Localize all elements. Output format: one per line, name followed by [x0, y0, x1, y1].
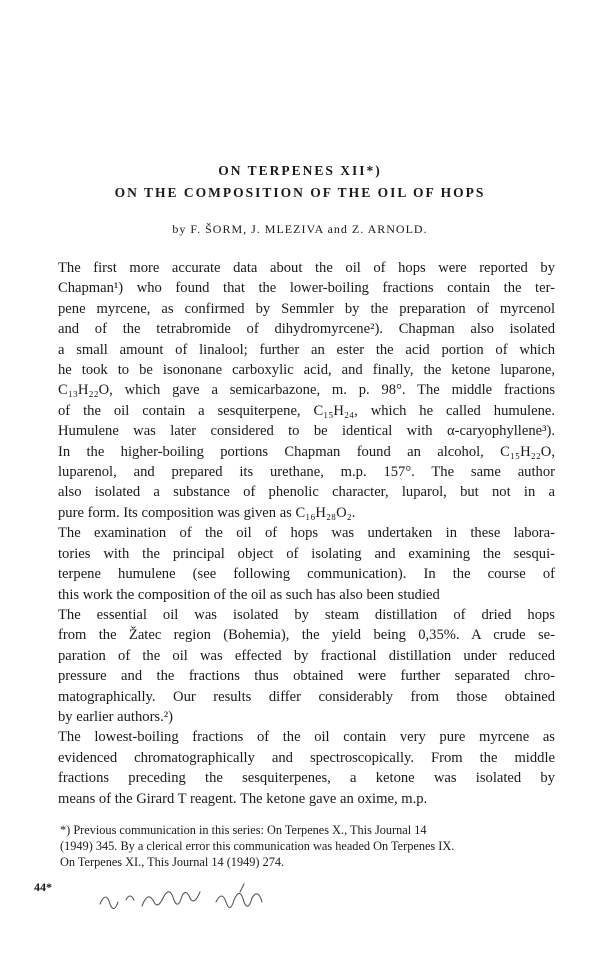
text-line: a small amount of linalool; further an ester the acid portion of which	[58, 341, 555, 358]
text-line: The first more accurate data about the oil of hops were reported by	[58, 260, 555, 276]
page-folio: 44*	[34, 880, 52, 894]
text-line: Chapman¹) who found that the lower-boiling fractions contain the ter-	[58, 280, 555, 297]
authors-line: by F. ŠORM, J. MLEZIVA and Z. ARNOLD.	[172, 222, 428, 236]
text-line: luparenol, and prepared its urethane, m.p. 157°. The same author	[58, 464, 555, 481]
paragraph	[58, 523, 555, 605]
text-line: The lowest-boiling fractions of the oil contain very pure myrcene as	[58, 729, 555, 746]
text-line: terpene humulene (see following communication). In the course of	[58, 566, 555, 583]
text-line: by earlier authors.²)	[58, 708, 173, 725]
text-line: pressure and the fractions thus obtained were further separated chro-	[58, 668, 555, 685]
text-line: paration of the oil was effected by fractional distillation under reduced	[58, 647, 555, 664]
paragraph	[58, 605, 555, 727]
text-line: The essential oil was isolated by steam distillation of dried hops	[58, 606, 555, 623]
text-line: tories with the principal object of isolating and examining the sesqui-	[58, 545, 555, 562]
footnote-line: On Terpenes XI., This Journal 14 (1949) 274.	[60, 855, 285, 869]
paragraph	[58, 258, 555, 523]
text-line: means of the Girard T reagent. The ketone gave an oxime, m.p.	[58, 790, 428, 807]
text-line: of the oil contain a sesquiterpene, C₁₅H₂₄, which he called humulene.	[58, 402, 555, 419]
article-title-line-1: ON TERPENES XII*)	[218, 163, 382, 178]
text-line: this work the composition of the oil as such has also been studied	[58, 586, 440, 603]
text-line: also isolated a substance of phenolic character, luparol, but not in a	[58, 484, 555, 501]
paragraph	[58, 727, 555, 809]
text-line: The examination of the oil of hops was undertaken in these labora-	[58, 525, 555, 542]
text-line: from the Žatec region (Bohemia), the yield being 0,35%. A crude se-	[58, 627, 555, 644]
text-line: matographically. Our results differ considerably from those obtained	[58, 688, 555, 705]
text-line: pene myrcene, as confirmed by Semmler by the preparation of myrcenol	[58, 300, 555, 317]
text-line: fractions preceding the sesquiterpenes, a ketone was isolated by	[58, 770, 555, 787]
text-line: and of the tetrabromide of dihydromyrcene²). Chapman also isolated	[58, 321, 555, 338]
body-text	[58, 258, 555, 809]
text-line: C₁₃H₂₂O, which gave a semicarbazone, m. p. 98°. The middle fractions	[58, 382, 555, 399]
text-line: In the higher-boiling portions Chapman found an alcohol, C₁₅H₂₂O,	[58, 443, 555, 460]
text-line: pure form. Its composition was given as C₁₆H₂₈O₂.	[58, 504, 356, 521]
footnote-line: *) Previous communication in this series: On Terpenes X., This Journal 14	[60, 823, 427, 837]
text-line: Humulene was later considered to be identical with α-caryophyllene³).	[58, 423, 555, 440]
article-title-line-2: ON THE COMPOSITION OF THE OIL OF HOPS	[114, 185, 486, 200]
text-line: he took to be isononane carboxylic acid, and finally, the ketone luparone,	[58, 362, 555, 379]
text-line: evidenced chromatographically and spectroscopically. From the middle	[58, 749, 555, 766]
title-block	[0, 160, 600, 204]
footnote-line: (1949) 345. By a clerical error this communication was headed On Terpenes IX.	[60, 839, 455, 853]
handwritten-annotation	[80, 862, 300, 922]
